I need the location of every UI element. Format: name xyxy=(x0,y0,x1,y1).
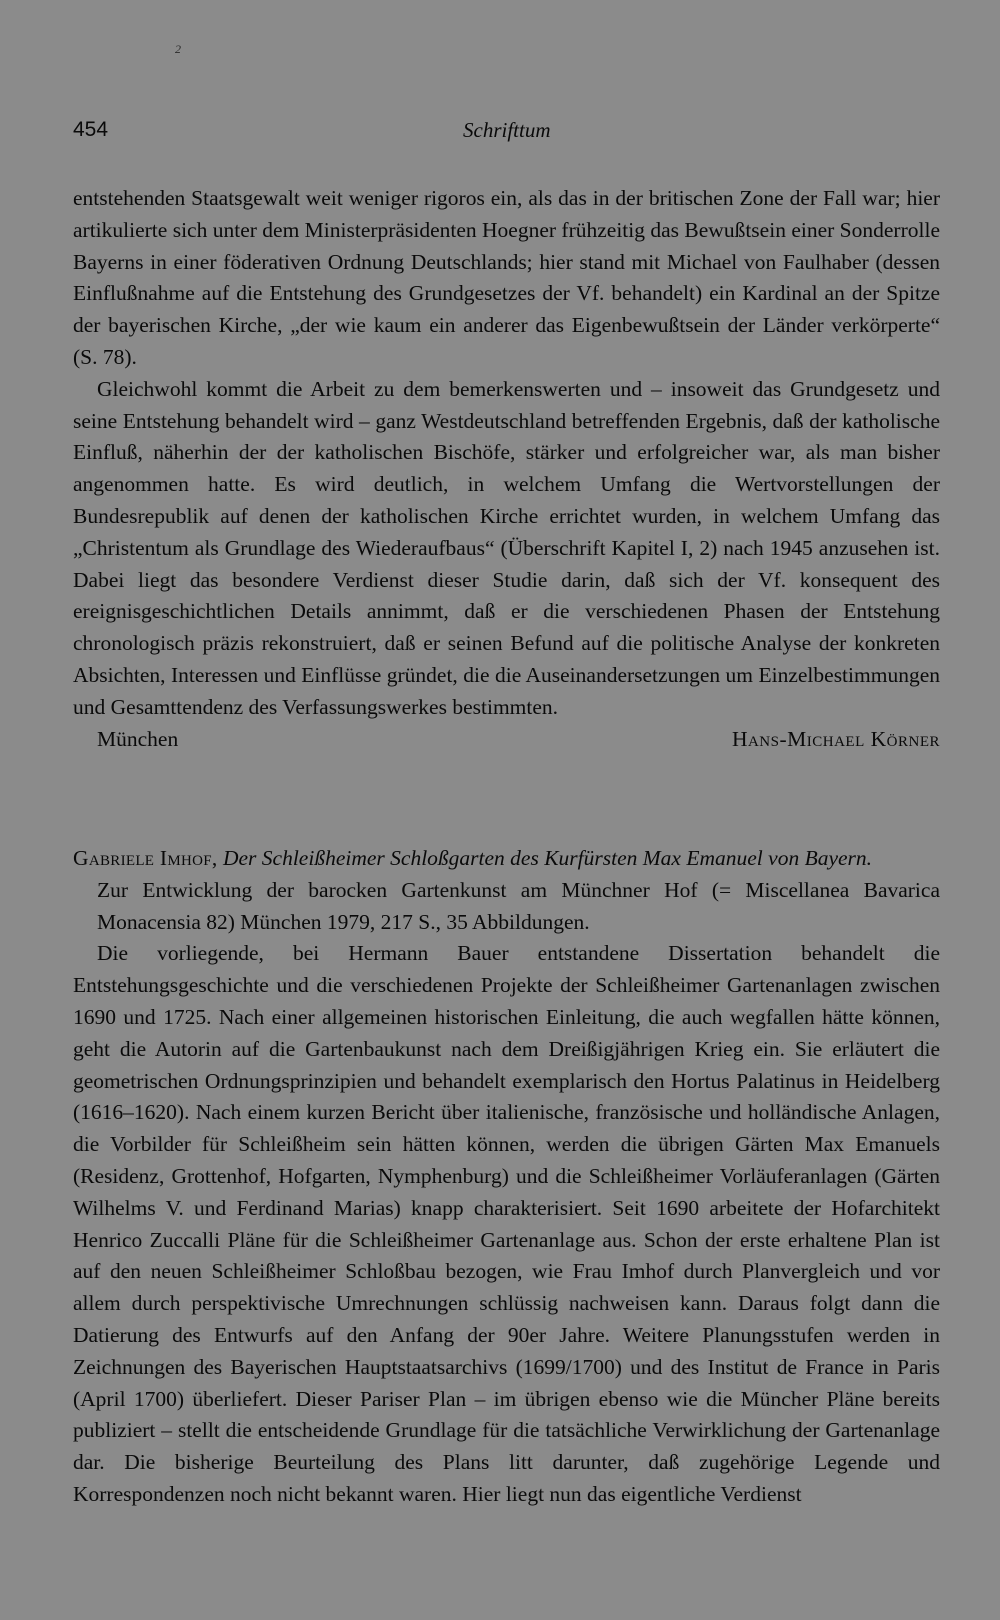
citation-details: Zur Entwicklung der barocken Gartenkunst am Münchner Hof (= Miscellanea Bavarica Monacensia 82) München 1979, 217 S., 35 Abbildungen. xyxy=(97,877,940,934)
review-2-body: Die vorliegende, bei Hermann Bauer entstandene Dissertation behandelt die Entstehungsgeschichte und die verschiedenen Projekte der Schleißheimer Gartenanlagen zwischen 1690 und 1725. Nach einer allgemeinen historischen Einleitung, die auch wegfallen hätte können, geht die Autorin auf die Gartenbaukunst nach dem Dreißigjährigen Krieg ein. Sie erläutert die geometrischen Ordnungsprinzipien und behandelt exemplarisch den Hortus Palatinus in Heidelberg (1616–1620). Nach einem kurzen Bericht über italienische, französische und holländische Anlagen, die Vorbilder für Schleißheim sein hätten können, werden die übrigen Gärten Max Emanuels (Residenz, Grottenhof, Hofgarten, Nymphenburg) und die Schleißheimer Vorläuferanlagen (Gärten Wilhelms V. und Ferdinand Marias) knapp charakterisiert. Seit 1690 arbeitete der Hofarchitekt Henrico Zuccalli Pläne für die Schleißheimer Gartenanlage aus. Schon der erste erhaltene Plan ist auf den neuen Schleißheimer Schloßbau bezogen, wie Frau Imhof durch Planvergleich und vor allem durch perspektivische Umrechnungen schlüssig nachweisen kann. Daraus folgt dann die Datierung des Entwurfs auf den Anfang der 90er Jahre. Weitere Planungsstufen werden in Zeichnungen des Bayerischen Hauptstaatsarchivs (1699/1700) und des Institut de France in Paris (April 1700) überliefert. Dieser Pariser Plan – im übrigen ebenso wie die Müncher Pläne bereits publiziert – stellt die entscheidende Grundlage für die tatsächliche Verwirklichung der Gartenanlage dar. Die bisherige Beurteilung des Plans litt darunter, daß zugehörige Legende und Korrespondenzen noch nicht bekannt waren. Hier liegt nun das eigentliche Verdienst xyxy=(73,941,940,1506)
page-number: 454 xyxy=(73,118,109,141)
running-head: Schrifttum xyxy=(463,118,551,142)
cited-title: Der Schleißheimer Schloßgarten des Kurfürsten Max Emanuel von Bayern. xyxy=(222,846,873,870)
stray-mark: 2 xyxy=(175,42,181,56)
review-1-paragraph-1: entstehenden Staatsgewalt weit weniger rigoros ein, als das in der britischen Zone der Fall war; hier artikulierte sich unter dem Ministerpräsidenten Hoegner frühzeitig das Bewußtsein einer Sonderrolle Bayerns in einer föderativen Ordnung Deutschlands; hier stand mit Michael von Faulhaber (dessen Einflußnahme auf die Entstehung des Grundgesetzes der Vf. behandelt) ein Kardinal an der Spitze der bayerischen Kirche, „der wie kaum ein anderer das Eigenbewußtsein der Länder verkörperte“ (S. 78). xyxy=(73,186,940,369)
review-2 xyxy=(73,843,940,1511)
cited-author: Gabriele Imhof, xyxy=(73,846,218,870)
page-header xyxy=(73,118,933,148)
signoff-author: Hans-Michael Körner xyxy=(731,726,940,751)
review-1-signoff xyxy=(73,724,940,756)
citation-heading xyxy=(73,843,940,875)
review-1-paragraph-2: Gleichwohl kommt die Arbeit zu dem bemerkenswerten und – insoweit das Grundgesetz und seine Entstehung behandelt wird – ganz Westdeutschland betreffenden Ergebnis, daß der katholische Einfluß, näherhin der der katholischen Bischöfe, stärker und erfolgreicher war, als man bisher angenommen hatte. Es wird deutlich, in welchem Umfang die Wertvorstellungen der Bundesrepublik auf denen der katholischen Kirche errichtet wurden, in welchem Umfang das „Christentum als Grundlage des Wiederaufbaus“ (Überschrift Kapitel I, 2) nach 1945 anzusehen ist. Dabei liegt das besondere Verdienst dieser Studie darin, daß sich der Vf. konsequent des ereignisgeschichtlichen Details annimmt, daß er die verschiedenen Phasen der Entstehung chronologisch präzis rekonstruiert, daß er seinen Befund auf die politische Analyse der konkreten Absichten, Interessen und Einflüsse gründet, die die Auseinandersetzungen um Einzelbestimmungen und Gesamttendenz des Verfassungswerkes bestimmten. xyxy=(73,376,940,719)
review-1 xyxy=(73,183,940,755)
signoff-city: München xyxy=(97,726,179,751)
